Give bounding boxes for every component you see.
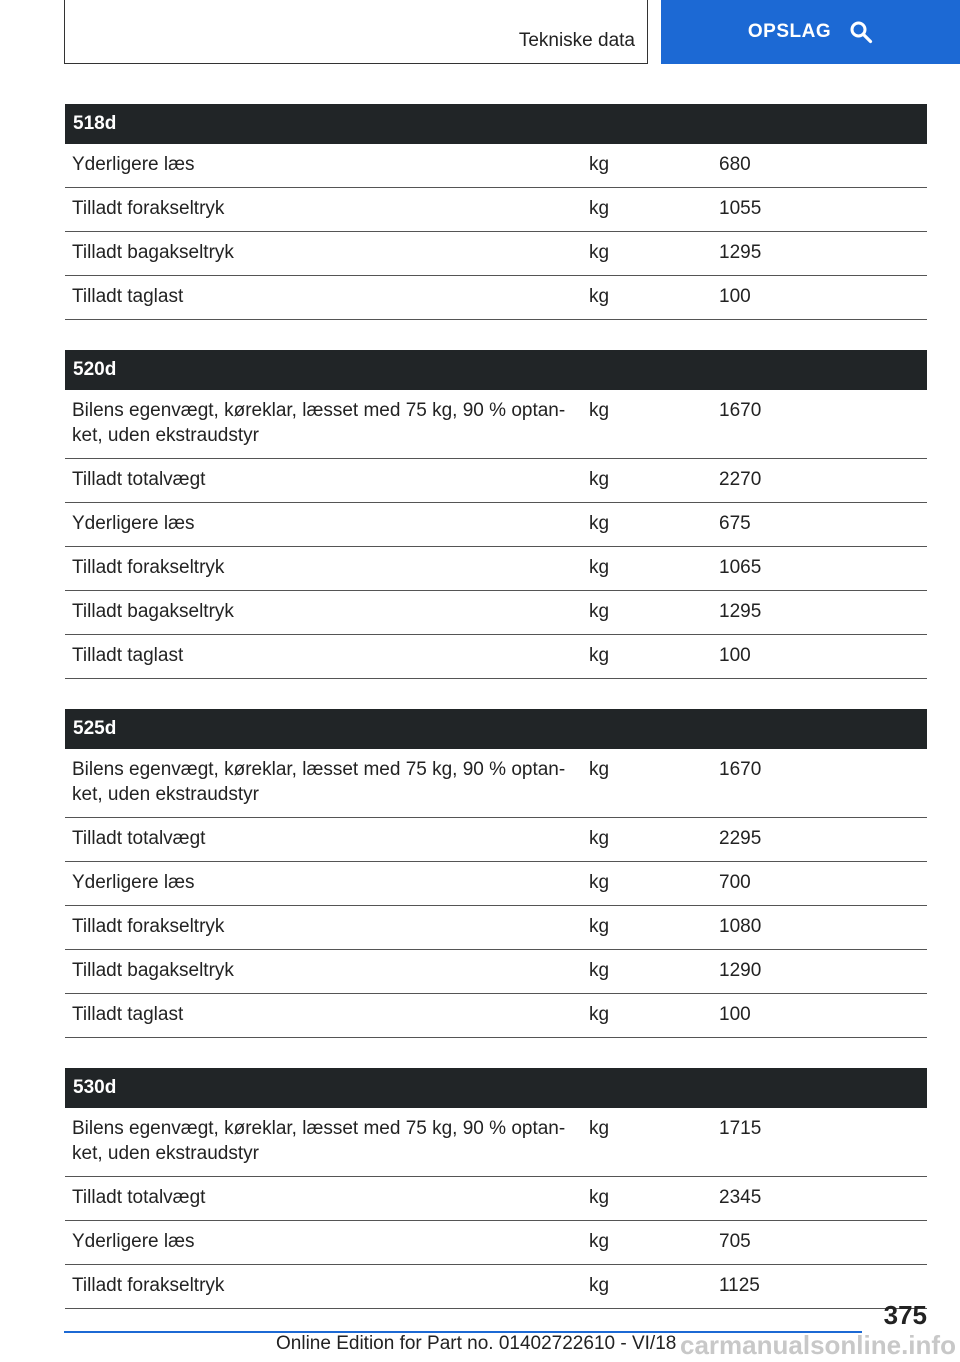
row-value: 100 — [719, 286, 751, 307]
table-row — [65, 591, 927, 635]
row-label: Tilladt taglast — [72, 286, 184, 307]
row-value: 1290 — [719, 960, 762, 981]
row-label: Yderligere læs — [72, 154, 195, 175]
edition-text: Online Edition for Part no. 01402722610 - VI/18 — [276, 1333, 677, 1354]
table-row — [65, 144, 927, 188]
row-unit: kg — [589, 198, 610, 219]
row-unit: kg — [589, 557, 610, 578]
watermark: carmanualsonline.info — [680, 1330, 956, 1360]
row-value: 1065 — [719, 557, 762, 578]
row-value: 675 — [719, 513, 751, 534]
row-unit: kg — [589, 645, 610, 666]
row-label: Bilens egenvægt, køreklar, læsset med 75 kg, 90 % optanket, uden ekstraudstyr — [72, 400, 566, 446]
table-row — [65, 547, 927, 591]
table-row — [65, 1108, 927, 1177]
table-row — [65, 749, 927, 818]
row-value: 2295 — [719, 828, 762, 849]
table-row — [65, 906, 927, 950]
table-row — [65, 818, 927, 862]
row-unit: kg — [589, 828, 610, 849]
row-value: 680 — [719, 154, 751, 175]
spec-section — [65, 104, 927, 320]
row-label: Tilladt bagakseltryk — [72, 601, 234, 622]
row-label: Bilens egenvægt, køreklar, læsset med 75 kg, 90 % optanket, uden ekstraudstyr — [72, 759, 566, 805]
table-row — [65, 188, 927, 232]
table-row — [65, 635, 927, 679]
search-icon — [849, 20, 873, 44]
row-label: Tilladt bagakseltryk — [72, 960, 234, 981]
opslag-search-button[interactable] — [661, 0, 960, 64]
opslag-button-label: OPSLAG — [747, 21, 832, 42]
row-label: Yderligere læs — [72, 1231, 195, 1252]
row-value: 1295 — [719, 601, 762, 622]
table-row — [65, 862, 927, 906]
row-unit: kg — [589, 1275, 610, 1296]
section-title: 518d — [65, 104, 927, 144]
spec-section — [65, 350, 927, 679]
row-unit: kg — [589, 286, 610, 307]
row-unit: kg — [589, 601, 610, 622]
row-unit: kg — [589, 513, 610, 534]
spec-tables — [65, 104, 927, 1339]
row-value: 1670 — [719, 400, 762, 421]
section-title: 520d — [65, 350, 927, 390]
table-row — [65, 276, 927, 320]
row-unit: kg — [589, 1118, 610, 1139]
table-row — [65, 459, 927, 503]
row-label: Yderligere læs — [72, 872, 195, 893]
table-row — [65, 950, 927, 994]
row-label: Tilladt totalvægt — [72, 469, 206, 490]
row-value: 100 — [719, 1004, 751, 1025]
row-value: 1080 — [719, 916, 762, 937]
page-title: Tekniske data — [518, 30, 635, 51]
section-title: 530d — [65, 1068, 927, 1108]
row-unit: kg — [589, 1004, 610, 1025]
row-label: Tilladt forakseltryk — [72, 557, 225, 578]
table-row — [65, 1177, 927, 1221]
row-value: 2270 — [719, 469, 762, 490]
spec-section — [65, 709, 927, 1038]
row-label: Tilladt taglast — [72, 1004, 184, 1025]
section-title: 525d — [65, 709, 927, 749]
table-row — [65, 390, 927, 459]
row-value: 1125 — [719, 1275, 760, 1296]
row-label: Tilladt taglast — [72, 645, 184, 666]
row-value: 1295 — [719, 242, 762, 263]
row-unit: kg — [589, 154, 610, 175]
table-row — [65, 232, 927, 276]
table-row — [65, 503, 927, 547]
row-value: 1670 — [719, 759, 762, 780]
header-title-box — [64, 0, 648, 64]
row-unit: kg — [589, 1187, 610, 1208]
row-label: Tilladt forakseltryk — [72, 916, 225, 937]
row-unit: kg — [589, 469, 610, 490]
row-label: Tilladt bagakseltryk — [72, 242, 234, 263]
row-value: 1055 — [719, 198, 762, 219]
table-row — [65, 1265, 927, 1309]
row-unit: kg — [589, 400, 610, 421]
row-unit: kg — [589, 916, 610, 937]
row-unit: kg — [589, 872, 610, 893]
row-value: 705 — [719, 1231, 751, 1252]
row-unit: kg — [589, 242, 610, 263]
table-row — [65, 1221, 927, 1265]
spec-section — [65, 1068, 927, 1309]
row-label: Tilladt forakseltryk — [72, 198, 225, 219]
row-label: Bilens egenvægt, køreklar, læsset med 75 kg, 90 % optanket, uden ekstraudstyr — [72, 1118, 566, 1164]
row-label: Tilladt totalvægt — [72, 828, 206, 849]
row-value: 100 — [719, 645, 751, 666]
row-unit: kg — [589, 960, 610, 981]
page-number: 375 — [883, 1300, 927, 1330]
row-label: Yderligere læs — [72, 513, 195, 534]
row-label: Tilladt forakseltryk — [72, 1275, 225, 1296]
table-row — [65, 994, 927, 1038]
row-value: 1715 — [719, 1118, 762, 1139]
row-value: 2345 — [719, 1187, 762, 1208]
row-label: Tilladt totalvægt — [72, 1187, 206, 1208]
row-value: 700 — [719, 872, 751, 893]
row-unit: kg — [589, 1231, 610, 1252]
row-unit: kg — [589, 759, 610, 780]
